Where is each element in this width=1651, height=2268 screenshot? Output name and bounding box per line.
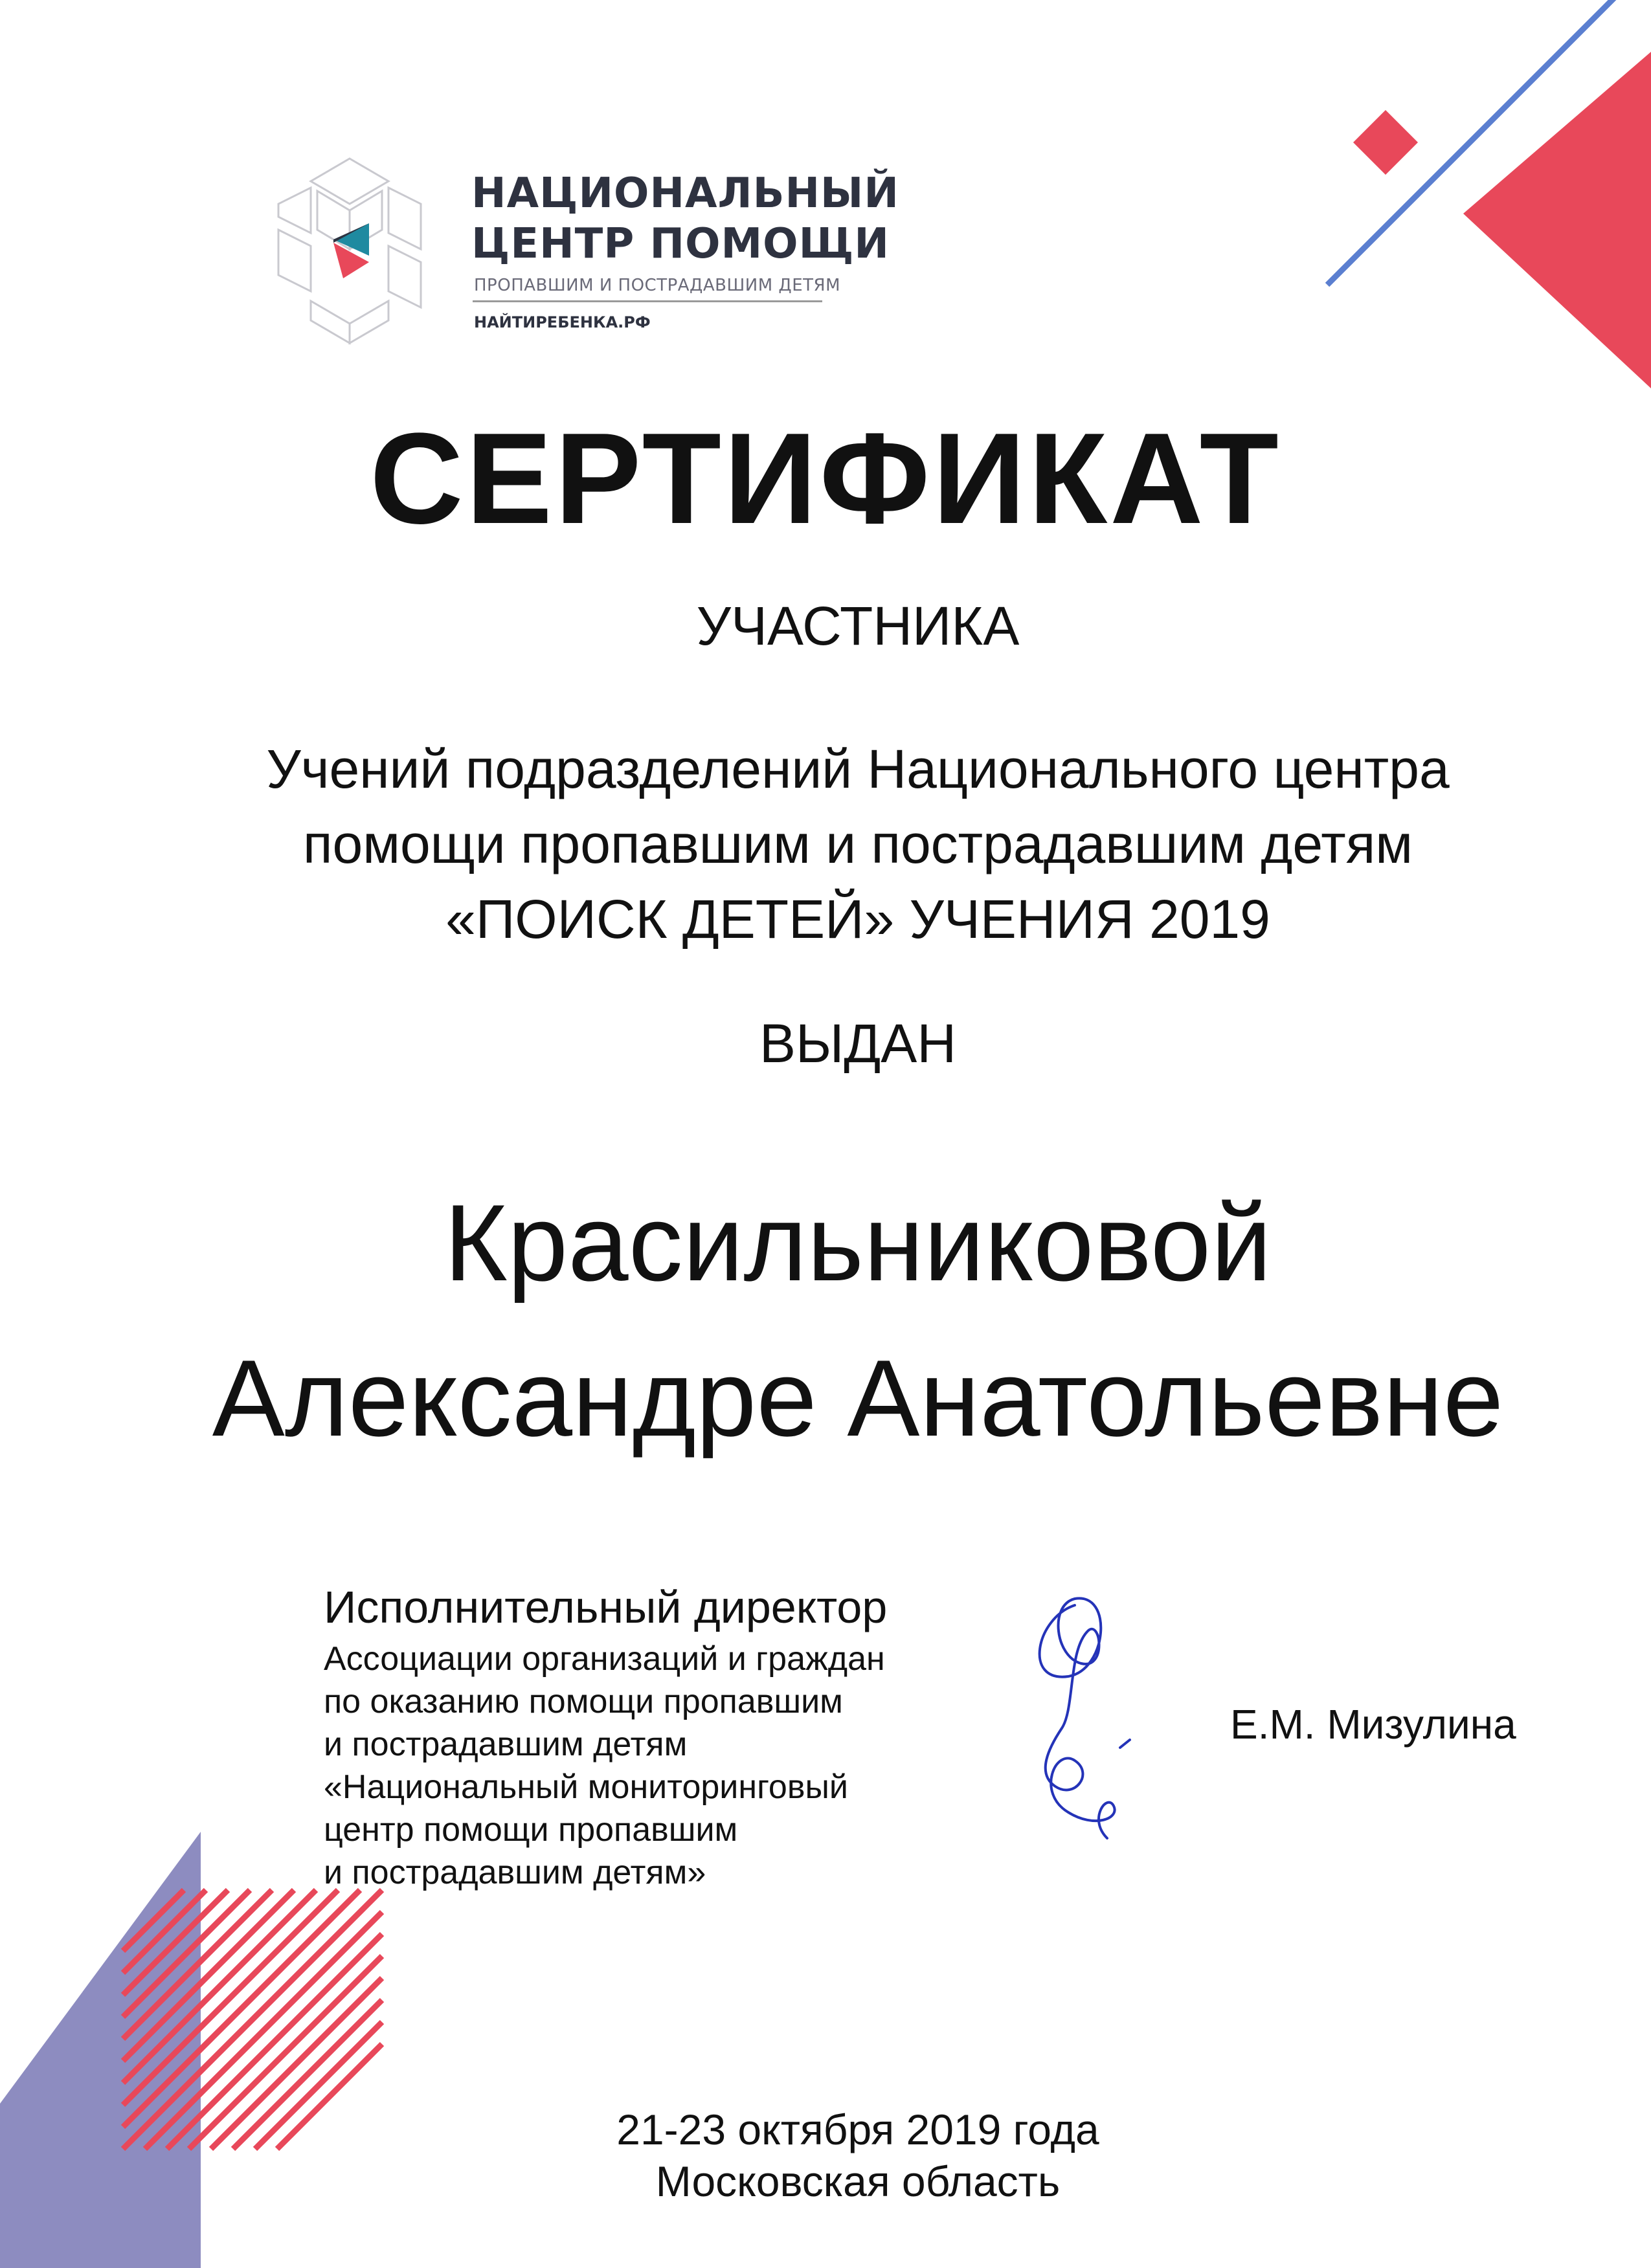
footer [0, 2104, 1651, 2207]
logo-title-line-2: ЦЕНТР ПОМОЩИ [471, 220, 890, 268]
event-line: «ПОИСК ДЕТЕЙ» УЧЕНИЯ 2019 [445, 889, 1270, 950]
signatory-name: Е.М. Мизулина [1230, 1701, 1516, 1748]
recipient-surname: Красильниковой [444, 1182, 1272, 1304]
org-line: Ассоциации организаций и граждан [324, 1640, 885, 1678]
issued-label: ВЫДАН [759, 1013, 956, 1074]
logo-subtitle: ПРОПАВШИМ И ПОСТРАДАВШИМ ДЕТЯМ [474, 276, 841, 295]
logo-title-line-1: НАЦИОНАЛЬНЫЙ [471, 170, 899, 217]
recipient-given-names: Александре Анатольевне [212, 1337, 1504, 1459]
org-line: центр помощи пропавшим [324, 1811, 738, 1849]
organization-logo-icon [272, 152, 427, 346]
org-line: по оказанию помощи пропавшим [324, 1683, 843, 1720]
event-line: помощи пропавшим и пострадавшим детям [303, 814, 1413, 874]
logo-divider [473, 300, 822, 302]
certificate-title: СЕРТИФИКАТ [370, 406, 1281, 551]
signatory-organization [324, 1638, 885, 1894]
org-line: и пострадавшим детям» [324, 1854, 706, 1891]
event-line: Учений подразделений Национального центра [266, 739, 1450, 799]
event-description [0, 731, 1651, 957]
org-line: «Национальный мониторинговый [324, 1768, 848, 1806]
logo-url: НАЙТИРЕБЕНКА.РФ [474, 313, 651, 331]
certificate-subtitle: УЧАСТНИКА [696, 595, 1020, 656]
decorative-corner-top-icon [1263, 0, 1651, 414]
handwritten-signature-icon [997, 1579, 1152, 1851]
org-line: и пострадавшим детям [324, 1726, 688, 1763]
event-place: Московская область [655, 2157, 1061, 2205]
event-date: 21-23 октября 2019 года [616, 2106, 1099, 2153]
signatory-role: Исполнительный директор [324, 1582, 888, 1632]
recipient-name [0, 1165, 1651, 1476]
